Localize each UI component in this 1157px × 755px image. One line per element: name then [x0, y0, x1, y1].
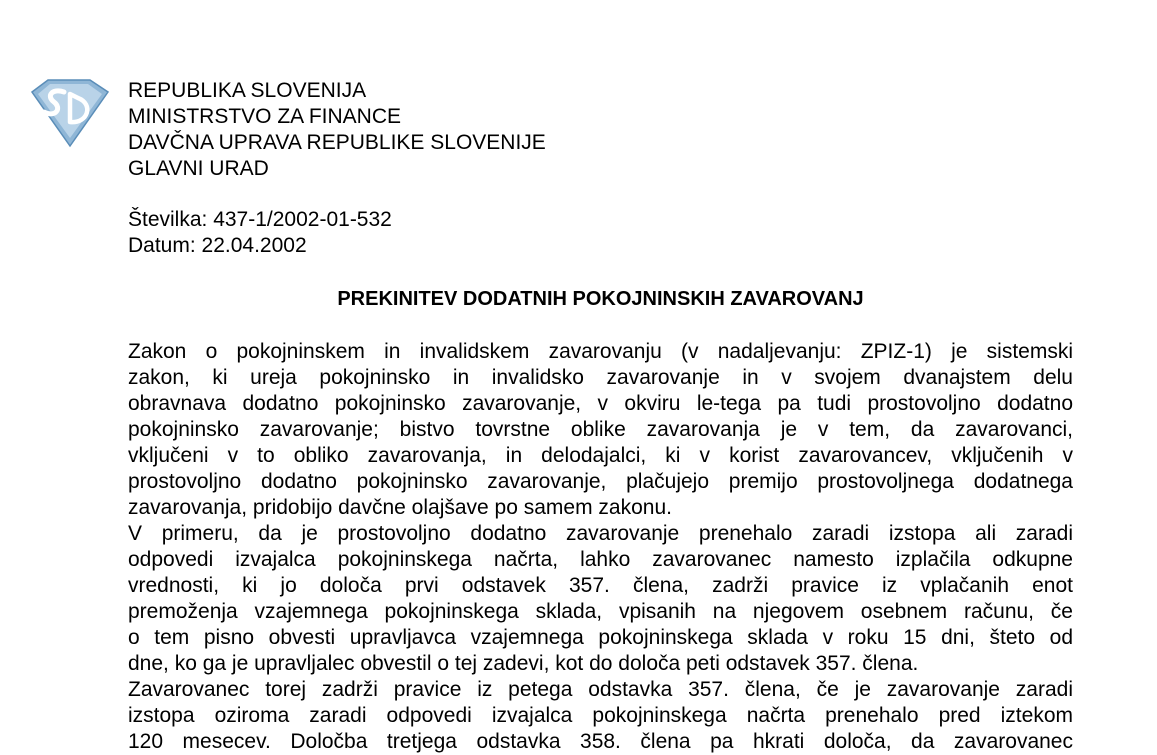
document-date: Datum: 22.04.2002 [128, 234, 307, 257]
body-text-line: pokojninsko zavarovanje; bistvo tovrstne oblike zavarovanja je v tem, da zavarovanci, [128, 418, 1073, 441]
body-text-line: vključeni v to obliko zavarovanja, in delodajalci, ki v korist zavarovancev, vključenih v [128, 444, 1073, 467]
document-number: Številka: 437-1/2002-01-532 [128, 208, 392, 231]
body-text-line: 120 mesecev. Določba tretjega odstavka 358. člena pa hkrati določa, da zavarovanec [128, 730, 1073, 753]
body-text-line: zavarovanja, pridobijo davčne olajšave po samem zakonu. [128, 496, 672, 519]
header-line-main-office: GLAVNI URAD [128, 157, 269, 180]
body-text-line: prostovoljno dodatno pokojninsko zavarovanje, plačujejo premijo prostovoljnega dodatnega [128, 470, 1073, 493]
body-text-line: vrednosti, ki jo določa prvi odstavek 357. člena, zadrži pravice iz vplačanih enot [128, 574, 1073, 597]
header-line-ministry: MINISTRSTVO ZA FINANCE [128, 105, 402, 128]
body-text-line: izstopa oziroma zaradi odpovedi izvajalca pokojninskega načrta prenehalo pred iztekom [128, 704, 1073, 727]
document-body [128, 339, 1073, 755]
header-line-tax-office: DAVČNA UPRAVA REPUBLIKE SLOVENIJE [128, 131, 546, 154]
body-text-line: Zavarovanec torej zadrži pravice iz petega odstavka 357. člena, če je zavarovanje zaradi [128, 678, 1073, 701]
document-title: PREKINITEV DODATNIH POKOJNINSKIH ZAVAROVANJ [337, 288, 864, 310]
body-text-line: premoženja vzajemnega pokojninskega sklada, vpisanih na njegovem osebnem računu, če [128, 600, 1073, 623]
durs-logo [28, 78, 110, 148]
document-header [128, 78, 546, 182]
body-text-line: obravnava dodatno pokojninsko zavarovanje, v okviru le-tega pa tudi prostovoljno dodatno [128, 392, 1073, 415]
body-text-line: dne, ko ga je upravljalec obvestil o tej zadevi, kot do določa peti odstavek 357. člena. [128, 652, 919, 675]
body-text-line: Zakon o pokojninskem in invalidskem zavarovanju (v nadaljevanju: ZPIZ-1) je sistemski [128, 340, 1073, 363]
body-text-line: o tem pisno obvesti upravljavca vzajemnega pokojninskega sklada v roku 15 dni, šteto od [128, 626, 1073, 649]
body-text-line: V primeru, da je prostovoljno dodatno zavarovanje prenehalo zaradi izstopa ali zaradi [128, 522, 1073, 545]
header-line-country: REPUBLIKA SLOVENIJA [128, 79, 367, 102]
document-meta [128, 207, 392, 259]
body-text-line: odpovedi izvajalca pokojninskega načrta, lahko zavarovanec namesto izplačila odkupne [128, 548, 1073, 571]
body-text-line: zakon, ki ureja pokojninsko in invalidsko zavarovanje in v svojem dvanajstem delu [128, 366, 1073, 389]
